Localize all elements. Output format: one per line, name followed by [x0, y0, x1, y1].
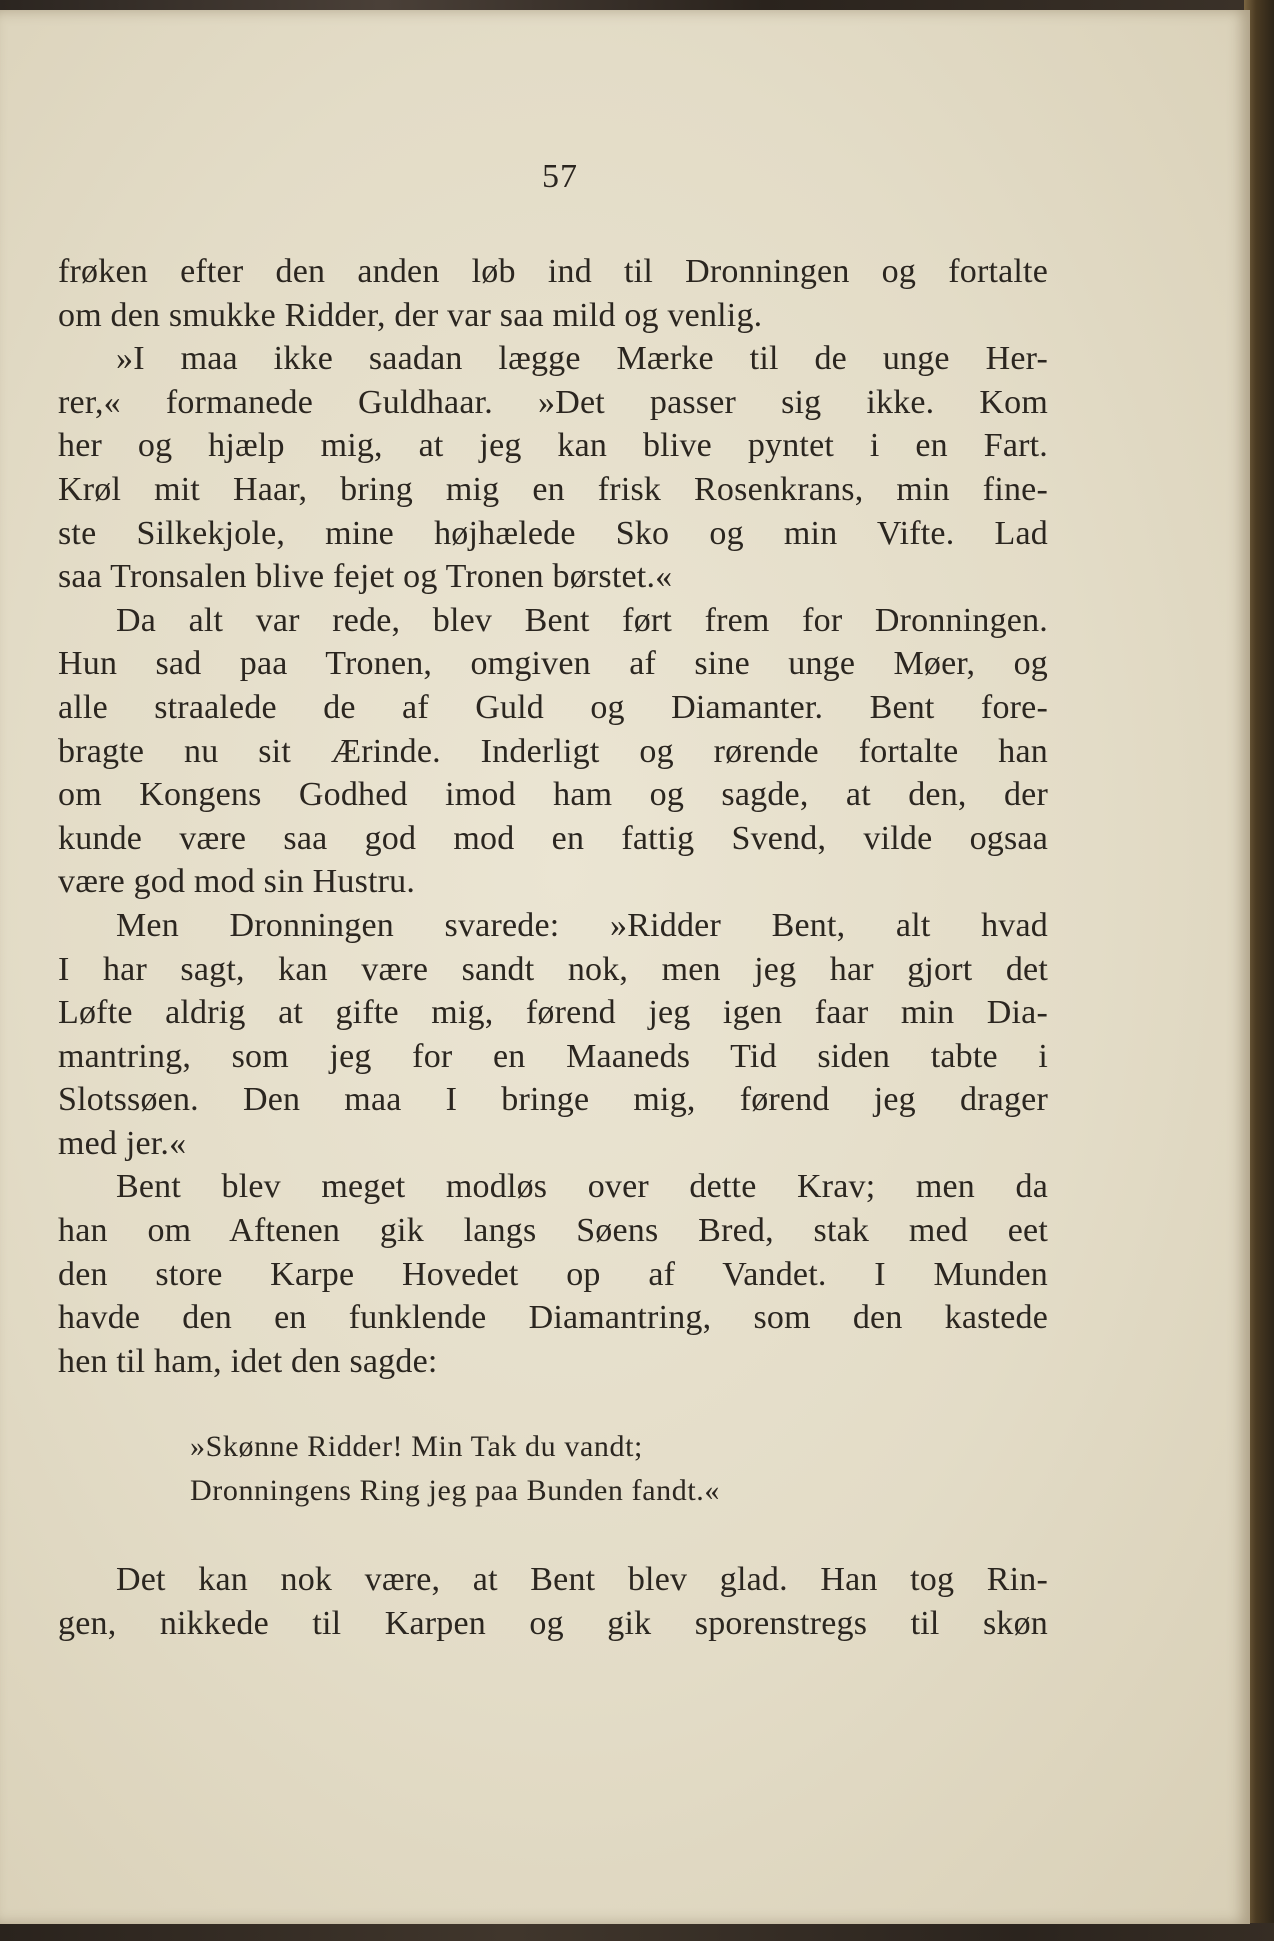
book-page — [0, 10, 1250, 1924]
verse — [190, 1425, 990, 1513]
text-line: om den smukke Ridder, der var saa mild og venlig. — [58, 296, 763, 334]
text-line: hen til ham, idet den sagde: — [58, 1342, 438, 1380]
text-line: Hun sad paa Tronen, omgiven af sine unge Møer, og — [58, 645, 1048, 683]
text-line: med jer.« — [58, 1124, 187, 1162]
closing-text — [58, 1558, 1048, 1645]
verse-line: Dronningens Ring jeg paa Bunden fandt.« — [190, 1474, 720, 1507]
text-line: gen, nikkede til Karpen og gik sporenstregs til skøn — [58, 1604, 1048, 1642]
text-line: Det kan nok være, at Bent blev glad. Han tog Rin- — [116, 1561, 1048, 1598]
text-line: han om Aftenen gik langs Søens Bred, stak med eet — [58, 1212, 1048, 1250]
text-line: rer,« formanede Guldhaar. »Det passer sig ikke. Kom — [58, 383, 1048, 421]
text-line: havde den en funklende Diamantring, som den kastede — [58, 1299, 1048, 1337]
verse-line: »Skønne Ridder! Min Tak du vandt; — [190, 1430, 643, 1463]
text-line: saa Tronsalen blive fejet og Tronen børstet.« — [58, 558, 673, 596]
text-line: »I maa ikke saadan lægge Mærke til de unge Her- — [116, 340, 1048, 378]
body-text — [58, 250, 1048, 1383]
text-line: her og hjælp mig, at jeg kan blive pyntet i en Fart. — [58, 427, 1048, 465]
page-edge-bottom — [0, 1923, 1274, 1941]
text-line: Slotssøen. Den maa I bringe mig, førend jeg drager — [58, 1081, 1048, 1119]
text-line: mantring, som jeg for en Maaneds Tid siden tabte i — [58, 1037, 1048, 1075]
page-number: 57 — [542, 158, 578, 195]
text-line: Men Dronningen svarede: »Ridder Bent, alt hvad — [116, 906, 1048, 944]
text-line: ste Silkekjole, mine højhælede Sko og min Vifte. Lad — [58, 514, 1048, 552]
text-line: I har sagt, kan være sandt nok, men jeg har gjort det — [58, 950, 1048, 988]
text-line: Løfte aldrig at gifte mig, førend jeg igen faar min Dia- — [58, 994, 1048, 1032]
text-line: Krøl mit Haar, bring mig en frisk Rosenkrans, min fine- — [58, 470, 1048, 508]
text-line: Da alt var rede, blev Bent ført frem for Dronningen. — [116, 601, 1048, 639]
text-line: være god mod sin Hustru. — [58, 863, 416, 901]
text-line: kunde være saa god mod en fattig Svend, vilde ogsaa — [58, 819, 1048, 857]
text-line: alle straalede de af Guld og Diamanter. Bent fore- — [58, 688, 1048, 726]
text-line: om Kongens Godhed imod ham og sagde, at den, der — [58, 776, 1048, 814]
text-line: Bent blev meget modløs over dette Krav; men da — [116, 1168, 1048, 1206]
text-line: den store Karpe Hovedet op af Vandet. I Munden — [58, 1255, 1048, 1293]
text-line: frøken efter den anden løb ind til Dronningen og fortalte — [58, 253, 1048, 290]
text-line: bragte nu sit Ærinde. Inderligt og rørende fortalte han — [58, 732, 1048, 770]
